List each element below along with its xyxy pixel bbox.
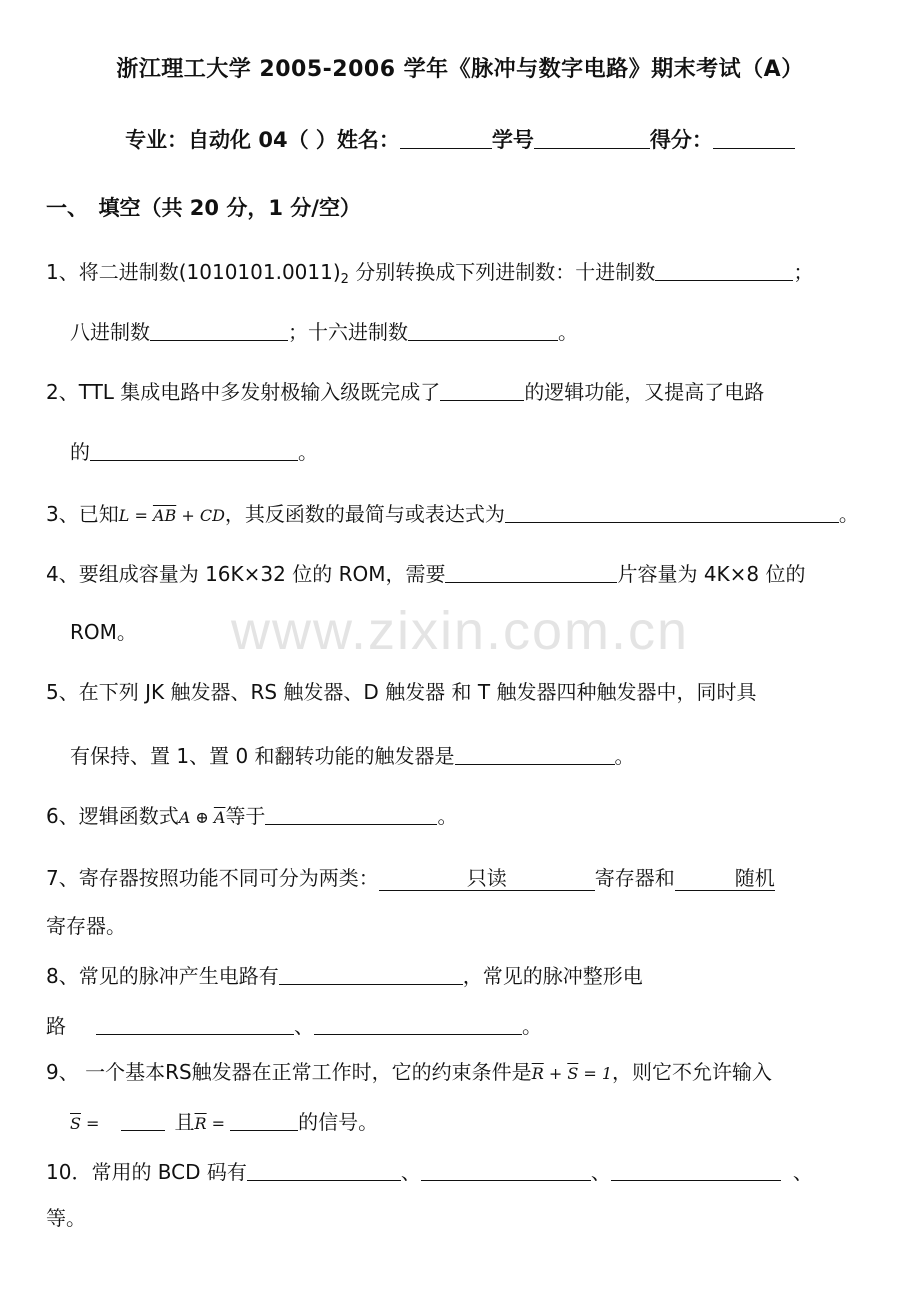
q3-math-ab: $\overline{AB}$ <box>152 506 177 525</box>
student-id-blank <box>534 126 650 149</box>
q10-blank-2 <box>421 1158 591 1181</box>
major-name-label: 专业：自动化 04（ ）姓名： <box>125 128 400 152</box>
q1-hex-label: ；十六进制数 <box>288 320 408 344</box>
q3-text-a: 3、已知 <box>46 502 119 526</box>
q3-text-b: ，其反函数的最简与或表达式为 <box>224 502 505 526</box>
q4-text-c: ROM。 <box>70 620 137 644</box>
question-4-line-2 <box>70 618 137 646</box>
q1-text-b: 分别转换成下列进制数：十进制数 <box>348 260 656 284</box>
q9-text-d: 的信号。 <box>298 1110 379 1134</box>
q10-blank-3 <box>611 1158 781 1181</box>
q4-blank <box>445 560 617 583</box>
q1-octal-label: 八进制数 <box>70 320 150 344</box>
q6-blank <box>265 802 437 825</box>
q5-blank <box>455 742 615 765</box>
q3-blank <box>505 500 839 523</box>
question-5-line-2 <box>70 740 635 770</box>
q1-octal-blank <box>150 318 288 341</box>
q1-subscript: 2 <box>340 272 349 287</box>
q9-blank-r <box>230 1108 298 1131</box>
question-8-line-2 <box>46 1010 542 1040</box>
q9-math-eq2: = <box>80 1114 105 1133</box>
q5-text-a: 5、在下列 JK 触发器、RS 触发器、D 触发器 和 T 触发器四种触发器中，同时具 <box>46 680 757 704</box>
watermark: www.zixin.com.cn <box>230 601 690 661</box>
q8-blank-1 <box>279 962 463 985</box>
q9-text-a: 9、 一个基本RS触发器在正常工作时，它的约束条件是 <box>46 1060 532 1084</box>
q9-math-s2: $\overline{S}$ <box>70 1114 81 1133</box>
q8-sep: 、 <box>294 1014 314 1038</box>
q9-math-r: $\overline{R}$ <box>531 1064 544 1083</box>
question-5-line-1 <box>46 678 756 706</box>
q6-math-op: ⊕ <box>190 808 214 827</box>
q3-math-cd: + CD <box>176 506 225 525</box>
question-6-line <box>46 800 457 832</box>
question-9-line-2 <box>70 1106 378 1138</box>
q3-math-l: L = <box>118 506 153 525</box>
q9-math-r2: $\overline{R}$ <box>194 1114 207 1133</box>
question-1-line-2 <box>70 316 578 346</box>
q3-expression <box>119 506 225 525</box>
q8-text-b: ，常见的脉冲整形电 <box>462 964 643 988</box>
q3-period: 。 <box>838 502 859 526</box>
q6-period: 。 <box>437 804 458 828</box>
q2-text-c: 的 <box>70 440 90 464</box>
q7-answer-1: 只读 <box>379 866 595 891</box>
q2-period: 。 <box>298 440 318 464</box>
score-blank <box>713 126 795 149</box>
q7-text-b: 寄存器和 <box>594 866 675 890</box>
q9-math-eq3: = <box>206 1114 231 1133</box>
q9-math-s: $\overline{S}$ <box>567 1064 579 1083</box>
q6-math-abar: $\overline{A}$ <box>213 808 226 827</box>
question-7-line-2 <box>46 912 126 940</box>
question-8-line-1 <box>46 960 643 990</box>
q10-text-a: 10．常用的 BCD 码有 <box>46 1160 247 1184</box>
q1-end: ； <box>793 260 814 284</box>
q9-math-eq: = 1 <box>578 1064 613 1083</box>
q10-sep-1: 、 <box>400 1160 421 1184</box>
section-heading-fill-in: 一、 填空（共 20 分，1 分/空） <box>46 196 361 220</box>
q7-answer-2: 随机 <box>675 866 775 891</box>
question-10-line-2 <box>46 1204 86 1232</box>
student-id-label: 学号 <box>491 128 534 152</box>
q4-text-b: 片容量为 4K×8 位的 <box>617 562 806 586</box>
q8-text-a: 8、常见的脉冲产生电路有 <box>46 964 279 988</box>
q10-text-c: 等。 <box>46 1206 86 1230</box>
question-2-line-1 <box>46 376 764 406</box>
q1-hex-blank <box>408 318 558 341</box>
question-1-line-1 <box>46 256 813 294</box>
q1-text-a: 1、将二进制数(1010101.0011) <box>46 260 341 284</box>
exam-title: 浙江理工大学 2005-2006 学年《脉冲与数字电路》期末考试（A） <box>116 57 804 82</box>
name-blank <box>400 126 492 149</box>
q7-text-c: 寄存器。 <box>46 914 126 938</box>
q1-decimal-blank <box>655 258 793 281</box>
q1-period: 。 <box>558 320 578 344</box>
q9-math-plus: + <box>543 1064 568 1083</box>
q10-sep-2: 、 <box>590 1160 611 1184</box>
q2-text-a: 2、TTL 集成电路中多发射极输入级既完成了 <box>46 380 441 404</box>
question-2-line-2 <box>70 436 318 466</box>
q9-text-b: ，则它不允许输入 <box>612 1060 773 1084</box>
q5-period: 。 <box>614 744 635 768</box>
q8-text-c: 路 <box>46 1014 66 1038</box>
q6-math-a: A <box>178 808 191 827</box>
q9-constraint-expression <box>532 1064 612 1083</box>
q4-text-a: 4、要组成容量为 16K×32 位的 ROM，需要 <box>46 562 446 586</box>
q8-blank-2 <box>96 1012 294 1035</box>
q6-text-b: 等于 <box>225 804 266 828</box>
q9-r-expression <box>195 1114 231 1133</box>
q9-s-expression <box>70 1114 105 1133</box>
question-3-line <box>46 498 859 530</box>
q6-expression <box>179 808 226 827</box>
q2-text-b: 的逻辑功能，又提高了电路 <box>524 380 765 404</box>
score-label: 得分： <box>649 128 713 152</box>
q2-blank-2 <box>90 438 298 461</box>
q8-blank-3 <box>314 1012 522 1035</box>
q10-blank-1 <box>247 1158 401 1181</box>
q6-text-a: 6、逻辑函数式 <box>46 804 179 828</box>
question-4-line-1 <box>46 558 806 588</box>
q9-text-c: 且 <box>174 1110 195 1134</box>
q5-text-b: 有保持、置 1、置 0 和翻转功能的触发器是 <box>70 744 455 768</box>
q10-sep-3: 、 <box>792 1160 813 1184</box>
question-9-line-1 <box>46 1058 772 1088</box>
question-7-line-1 <box>46 864 775 892</box>
student-info-line <box>0 124 920 154</box>
question-10-line-1 <box>46 1156 813 1186</box>
q7-text-a: 7、寄存器按照功能不同可分为两类： <box>46 866 379 890</box>
q9-blank-s <box>121 1108 165 1131</box>
q8-period: 。 <box>522 1014 542 1038</box>
q2-blank-1 <box>440 378 524 401</box>
